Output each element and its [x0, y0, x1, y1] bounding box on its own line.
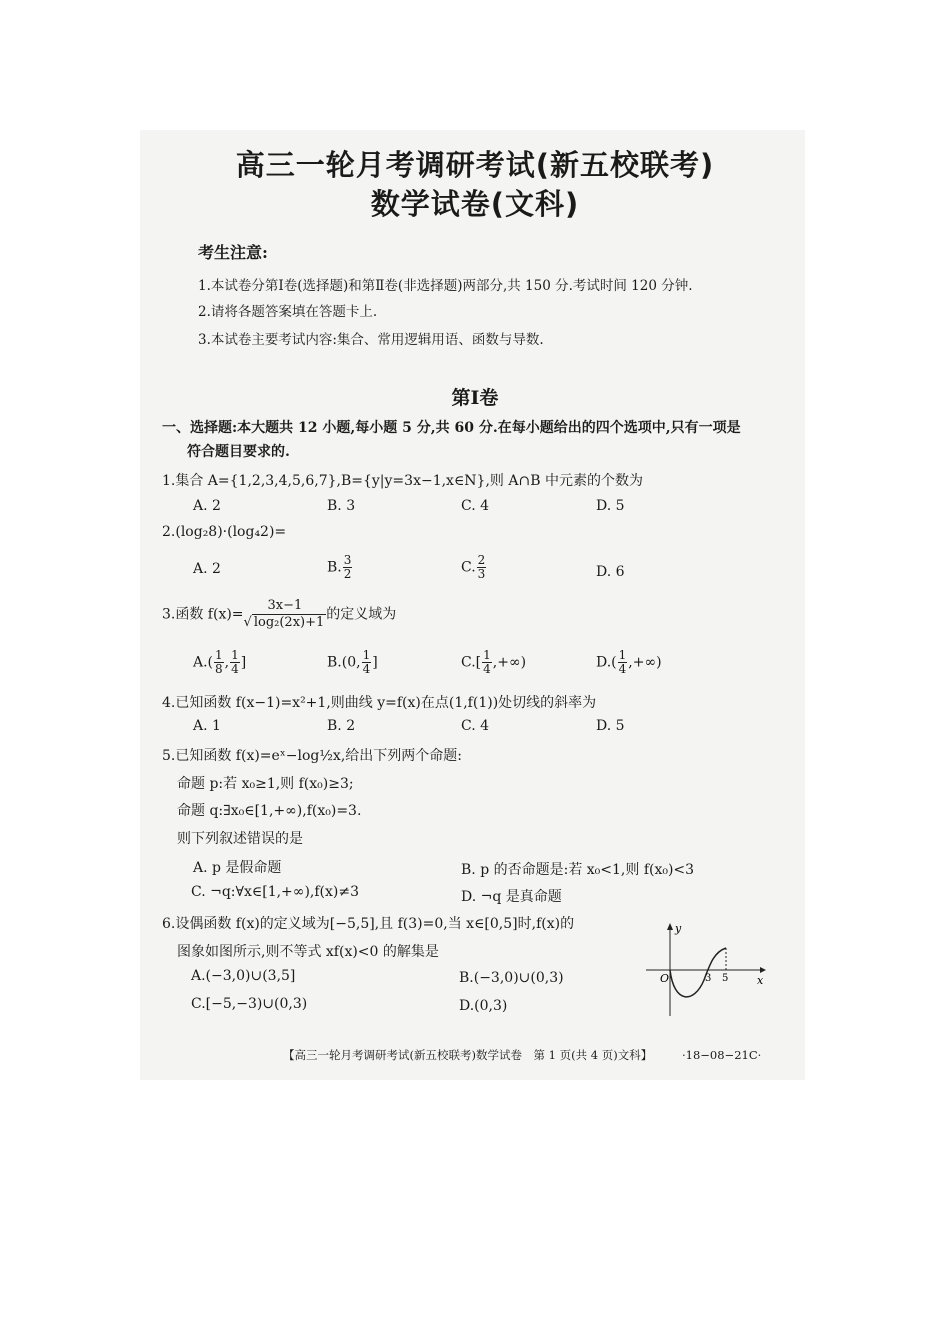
q2-option-b-label: B. — [327, 559, 342, 576]
q3-b-close: ] — [372, 654, 378, 671]
q2-option-b — [327, 554, 353, 581]
q2-option-b-fraction — [343, 554, 353, 581]
fraction — [482, 649, 492, 676]
denominator: 4 — [483, 662, 491, 676]
origin-label: O — [660, 972, 670, 985]
q6-stem-line1: 6.设偶函数 f(x)的定义域为[−5,5],且 f(3)=0,当 x∈[0,5]时,f(x)的 — [162, 916, 575, 932]
denominator: 3 — [477, 567, 486, 581]
q3-suffix: 的定义域为 — [326, 606, 397, 623]
x-axis-arrow — [760, 967, 766, 973]
q3-c-open: C.[ — [461, 654, 482, 671]
fraction — [362, 649, 372, 676]
q2-option-c — [461, 554, 487, 581]
q5-proposition-p: 命题 p:若 x₀≥1,则 f(x₀)≥3; — [177, 776, 354, 792]
q2-option-d: D. 6 — [596, 564, 625, 580]
q1-option-c: C. 4 — [461, 498, 490, 514]
q5-option-d: D. ¬q 是真命题 — [461, 889, 562, 905]
numerator: 2 — [477, 553, 486, 567]
q5-stem: 5.已知函数 f(x)=eˣ−log½x,给出下列两个命题: — [162, 748, 462, 764]
notice-heading: 考生注意: — [198, 243, 268, 262]
y-axis-arrow — [667, 923, 673, 930]
notice-item-2: 2.请将各题答案填在答题卡上. — [198, 304, 378, 320]
footer-code: ·18−08−21C· — [682, 1048, 762, 1062]
q3-c-close: ,+∞) — [492, 654, 527, 671]
denominator: 8 — [215, 662, 223, 676]
q3-b-open: B.(0, — [327, 654, 361, 671]
denominator: 4 — [231, 662, 239, 676]
q2-option-a: A. 2 — [193, 561, 221, 577]
denominator: 4 — [362, 662, 371, 676]
q3-option-d — [596, 649, 662, 676]
q6-stem-line2: 图象如图所示,则不等式 xf(x)<0 的解集是 — [177, 944, 439, 960]
q5-option-b: B. p 的否命题是:若 x₀<1,则 f(x₀)<3 — [461, 862, 695, 878]
q3-a-close: ] — [240, 654, 247, 671]
notice-item-3: 3.本试卷主要考试内容:集合、常用逻辑用语、函数与导数. — [198, 332, 544, 348]
q4-option-a: A. 1 — [193, 718, 221, 734]
q3-option-a — [193, 649, 246, 676]
exam-title: 高三一轮月考调研考试(新五校联考) — [235, 148, 715, 182]
radicand: log₂(2x)+1 — [253, 615, 325, 630]
numerator: 3x−1 — [264, 598, 307, 615]
q2-option-c-label: C. — [461, 559, 476, 576]
numerator: 3 — [343, 553, 352, 567]
q3-fraction — [244, 598, 327, 631]
q5-ask: 则下列叙述错误的是 — [177, 831, 303, 847]
q6-function-graph — [642, 918, 767, 1020]
q6-option-b: B.(−3,0)∪(0,3) — [459, 970, 564, 986]
denominator: 2 — [343, 567, 352, 581]
q3-option-b — [327, 649, 378, 676]
q6-option-a: A.(−3,0)∪(3,5] — [191, 968, 296, 984]
numerator: 1 — [231, 648, 239, 662]
q3-d-open: D.( — [596, 654, 617, 671]
q3-a-open: A.( — [193, 654, 214, 671]
numerator: 1 — [362, 648, 371, 662]
q3-option-c — [461, 649, 526, 676]
q6-option-c: C.[−5,−3)∪(0,3) — [191, 996, 308, 1012]
numerator: 1 — [618, 648, 627, 662]
q4-option-b: B. 2 — [327, 718, 356, 734]
q5-option-a: A. p 是假命题 — [193, 860, 282, 876]
q5-proposition-q: 命题 q:∃x₀∈[1,+∞),f(x₀)=3. — [177, 803, 362, 819]
tick-label-5: 5 — [722, 973, 729, 984]
section-title: 第Ⅰ卷 — [451, 387, 499, 409]
q3-d-close: ,+∞) — [628, 654, 662, 671]
q1-option-a: A. 2 — [193, 498, 221, 514]
q4-stem: 4.已知函数 f(x−1)=x²+1,则曲线 y=f(x)在点(1,f(1))处切线的斜率为 — [162, 695, 597, 711]
q3-stem — [162, 598, 396, 631]
tick-label-3: 3 — [705, 973, 712, 984]
fraction — [214, 649, 224, 676]
q3-prefix: 3.函数 f(x)= — [162, 606, 244, 623]
q1-stem: 1.集合 A={1,2,3,4,5,6,7},B={y|y=3x−1,x∈N},则 A∩B 中元素的个数为 — [162, 473, 643, 489]
q5-option-c: C. ¬q:∀x∈[1,+∞),f(x)≠3 — [191, 884, 359, 900]
q2-option-c-fraction — [477, 554, 487, 581]
q2-stem: 2.(log₂8)·(log₄2)= — [162, 524, 287, 540]
numerator: 1 — [215, 648, 223, 662]
section-desc-line1: 一、选择题:本大题共 12 小题,每小题 5 分,共 60 分.在每小题给出的四个选项中,只有一项是 — [162, 420, 741, 436]
exam-subtitle: 数学试卷(文科) — [370, 187, 580, 221]
fraction — [230, 649, 240, 676]
q4-option-d: D. 5 — [596, 718, 625, 734]
fraction — [618, 649, 628, 676]
numerator: 1 — [483, 648, 491, 662]
denominator: √ log₂(2x)+1 — [243, 615, 325, 630]
q1-option-d: D. 5 — [596, 498, 625, 514]
x-axis-label: x — [757, 974, 764, 987]
denominator: 4 — [618, 662, 627, 676]
function-curve — [670, 948, 729, 997]
q6-option-d: D.(0,3) — [459, 998, 508, 1014]
y-axis-label: y — [675, 922, 682, 935]
notice-item-1: 1.本试卷分第Ⅰ卷(选择题)和第Ⅱ卷(非选择题)两部分,共 150 分.考试时间 120 分钟. — [198, 278, 693, 294]
section-desc-line2: 符合题目要求的. — [187, 444, 290, 460]
footer-page-info: 【高三一轮月考调研考试(新五校联考)数学试卷 第 1 页(共 4 页)文科】 — [283, 1048, 653, 1062]
q1-option-b: B. 3 — [327, 498, 356, 514]
q4-option-c: C. 4 — [461, 718, 490, 734]
comma: , — [224, 654, 230, 671]
